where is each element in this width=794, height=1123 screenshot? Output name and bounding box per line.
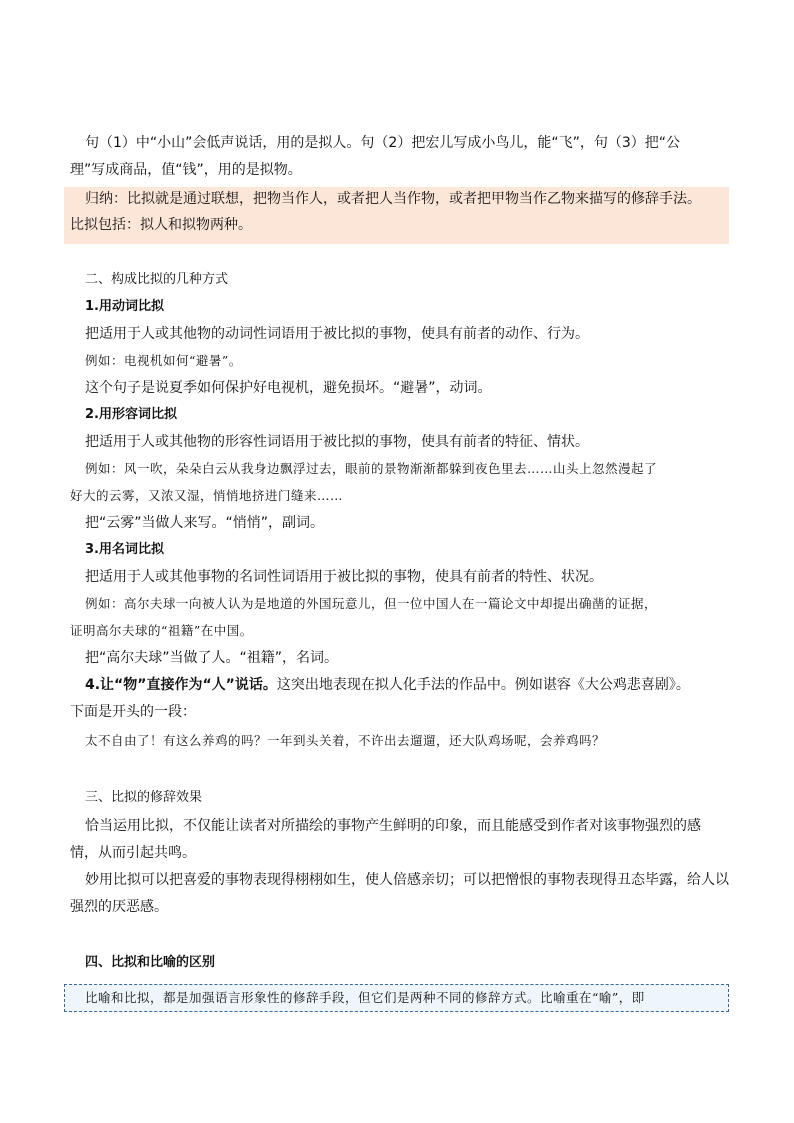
method-4-rest: 这突出地表现在拟人化手法的作品中。例如谌容《大公鸡悲喜剧》。: [276, 677, 690, 693]
section-3-paragraph-1-line-2: 情，从而引起共鸣。: [70, 845, 196, 861]
intro-line-2: 理”写成商品，值“钱”，用的是拟物。: [70, 162, 302, 178]
method-3-example-line-2: 证明高尔夫球的“祖籍”在中国。: [70, 623, 253, 638]
method-2-example-line-1: 例如：风一吹，朵朵白云从我身边飘浮过去，眼前的景物渐渐都躲到夜色里去……山头上忽然漫起了: [85, 461, 658, 476]
summary-line-2: 比拟包括：拟人和拟物两种。: [70, 217, 252, 233]
method-4-line: [85, 675, 690, 695]
method-1-title: 1.用动词比拟: [85, 299, 164, 314]
section-3-paragraph-1-line-1: 恰当运用比拟，不仅能让读者对所描绘的事物产生鲜明的印象，而且能感受到作者对该事物强烈的感: [85, 818, 701, 834]
section-3-paragraph-2-line-2: 强烈的厌恶感。: [70, 899, 168, 915]
method-2-example-line-2: 好大的云雾，又浓又湿，悄悄地挤进门缝来……: [70, 488, 344, 503]
section-4-box-text: 比喻和比拟，都是加强语言形象性的修辞手段，但它们是两种不同的修辞方式。比喻重在“喻”，即: [85, 990, 645, 1005]
method-3-example-line-1: 例如：高尔夫球一向被人认为是地道的外国玩意儿，但一位中国人在一篇论文中却提出确凿的证据，: [85, 596, 658, 611]
method-1-example: 例如：电视机如何“避暑”。: [85, 353, 242, 368]
method-3-title: 3.用名词比拟: [85, 542, 164, 557]
method-4-title: 4.让“物”直接作为“人”说话。: [85, 677, 277, 693]
method-1-note: 这个句子是说夏季如何保护好电视机，避免损坏。“避暑”，动词。: [85, 380, 492, 396]
method-2-note: 把“云雾”当做人来写。“悄悄”，副词。: [85, 515, 325, 531]
method-3-note: 把“高尔夫球”当做了人。“祖籍”，名词。: [85, 650, 339, 666]
method-3-description: 把适用于人或其他事物的名词性词语用于被比拟的事物，使具有前者的特性、状况。: [85, 569, 603, 585]
method-2-description: 把适用于人或其他物的形容性词语用于被比拟的事物，使具有前者的特征、情状。: [85, 434, 589, 450]
method-2-title: 2.用形容词比拟: [85, 407, 177, 422]
section-4-heading: 四、比拟和比喻的区别: [85, 955, 216, 970]
section-3-paragraph-2-line-1: 妙用比拟可以把喜爱的事物表现得栩栩如生，使人倍感亲切；可以把憎恨的事物表现得丑态毕露，给人以: [85, 872, 729, 888]
method-1-description: 把适用于人或其他物的动词性词语用于被比拟的事物，使具有前者的动作、行为。: [85, 326, 589, 342]
summary-line-1: 归纳：比拟就是通过联想，把物当作人，或者把人当作物，或者把甲物当作乙物来描写的修辞手法。: [85, 191, 701, 207]
method-4-line-2: 下面是开头的一段：: [70, 704, 196, 720]
method-4-quote: 太不自由了！有这么养鸡的吗？一年到头关着，不许出去遛遛，还大队鸡场呢，会养鸡吗？: [85, 733, 606, 748]
section-3-heading: 三、比拟的修辞效果: [85, 790, 203, 805]
section-2-heading: 二、构成比拟的几种方式: [85, 272, 229, 287]
intro-line-1: 句（1）中“小山”会低声说话，用的是拟人。句（2）把宏儿写成小鸟儿，能“飞”，句（3）把“公: [85, 135, 680, 151]
